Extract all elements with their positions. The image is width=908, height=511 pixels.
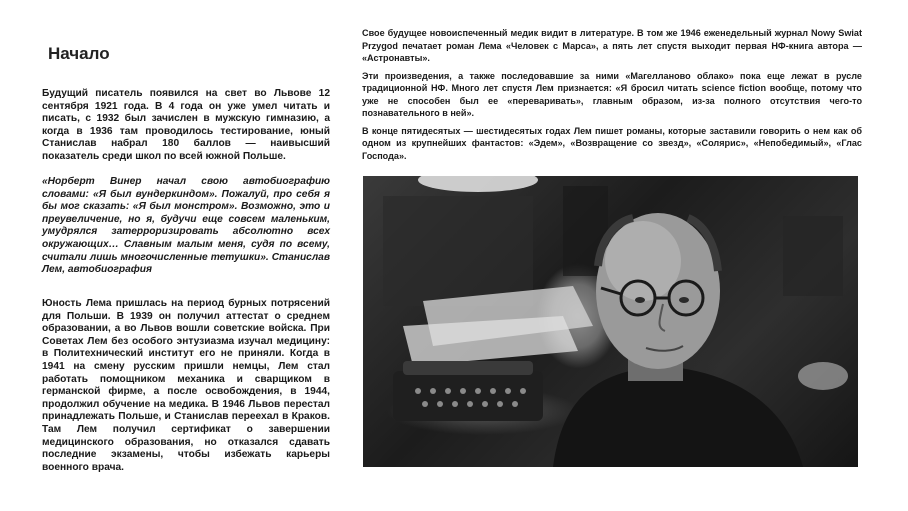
portrait-photo [363,176,858,467]
novels-paragraph: В конце пятидесятых — шестидесятых годах Лем пишет романы, которые заставили говорить о нем как об одном из крупнейших фантастов: «Эдем», «Возвращение со звезд», «Солярис», «Непобедимый», «Глас Господа». [362,125,862,161]
youth-paragraph: Юность Лема пришлась на период бурных потрясений для Польши. В 1939 он получил аттестат о среднем образовании, а во Львов вошли советские войска. При Советах Лем без особого энтузиазма изучал медицину: в Политехнический институт его не приняли. Когда в 1941 на смену русским пришли немцы, Лем стал работать помощником механика и сварщиком в германской фирме, а после освобождения, в 1944, продолжил обучение на медика. В 1946 Львов перестал принадлежать Польше, и Станислав переехал в Краков. Там Лем получил сертификат о завершении медицинского образования, но отказался сдавать последние экзамены, чтобы избежать карьеры военного врача. [42,298,330,473]
literature-paragraph: Свое будущее новоиспеченный медик видит в литературе. В том же 1946 еженедельный журнал Nowy Swiat Przygod печатает роман Лема «Человек с Марса», а пять лет спустя выходит первая НФ-книга автора — «Астронавты». [362,28,862,63]
intro-paragraph: Будущий писатель появился на свет во Львове 12 сентября 1921 года. В 4 года он уже умел читать и писать, с 1932 был зачислен в мужскую гимназию, а когда в 1936 там проводилось тестирование, юный Станислав набрал 180 баллов — наивысший показатель среди школ по всей южной Польше. [42,88,330,162]
autobiography-quote: «Норберт Винер начал свою автобиографию словами: «Я был вундеркиндом». Пожалуй, про себя я бы мог сказать: «Я был монстром». Возможно, это и преувеличение, но я, будучи еще совсем маленьким, умудрялся затерроризировать абсолютно всех окружающих… Славным малым меня, судя по всему, считали лишь многочисленные тетушки». Станислав Лем, автобиография [42,176,330,276]
right-text-column [362,27,862,167]
youth-paragraph-block [42,298,330,474]
intro-paragraph-block [42,88,330,164]
traditional-sf-paragraph: Эти произведения, а также последовавшие за ними «Магелланово облако» пока еще лежат в русле традиционной НФ. Много лет спустя Лем признается: «Я бросил читать science fiction вообще, потому что уже не способен был ее «переваривать», главным образом, из-за полного отсутствия чего-то познавательного в ней». [362,70,862,118]
quote-block [42,176,330,277]
page-title: Начало [48,44,110,63]
portrait-illustration [363,176,858,467]
